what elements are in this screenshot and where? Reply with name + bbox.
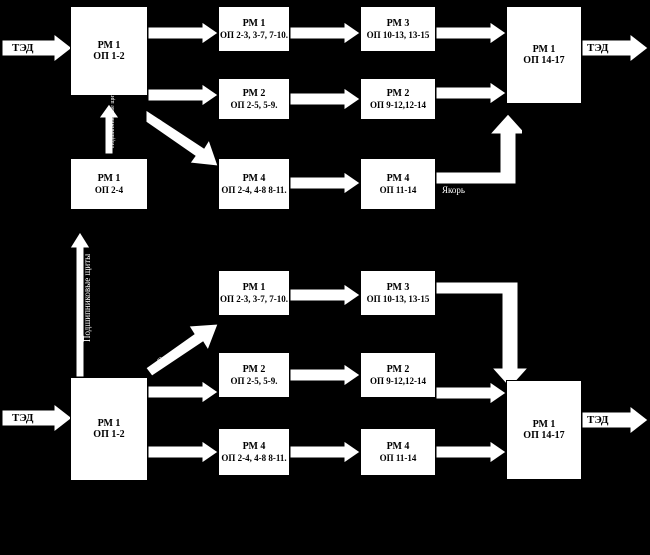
box-b-rm2-op9214[interactable]: РМ 2 ОП 9-12,12-14 [360,352,436,398]
label-b-yakor-3: Траверса [444,445,479,455]
label-b-ostov-1: Остов [155,345,180,367]
box-t-rm2-op259[interactable]: РМ 2 ОП 2-5, 5-9. [218,78,290,120]
output-label-top: ТЭД [587,42,609,54]
input-label-top: ТЭД [12,42,34,54]
label-b-traversa-1: Траверса [150,385,185,395]
label-t-ostov-1: Остов [157,26,181,36]
label-t-yakor-1: Якорь [152,116,178,137]
label-t-yakor-2: Якорь [305,176,329,186]
box-b-rm4-op1114[interactable]: РМ 4 ОП 11-14 [360,428,436,476]
label-t-podshipnik: Подшипниковые щиты [110,89,116,148]
label-b-podshipnik: Подшипниковые щиты [82,253,92,342]
label-t-ostov-3: Остов [444,26,468,36]
label-b-traversa-3: Якорь [438,386,462,396]
box-t-rm1-op12[interactable]: РМ 1 ОП 1-2 [70,6,148,96]
output-label-bottom: ТЭД [587,414,609,426]
label-t-traversa-2: Траверса [292,92,327,102]
label-b-traversa-2: Траверса [292,368,327,378]
label-b-yakor-2: Якорь [305,445,329,455]
input-label-bottom: ТЭД [12,412,34,424]
arrow-t-yakor-elbow [436,110,522,188]
arrow-b-ostov-elbow [436,282,532,390]
box-t-rm1-op2310[interactable]: РМ 1 ОП 2-3, 3-7, 7-10. [218,6,290,52]
box-t-rm4-op2411[interactable]: РМ 4 ОП 2-4, 4-8 8-11. [218,158,290,210]
box-b-rm3-op1015[interactable]: РМ 3 ОП 10-13, 13-15 [360,270,436,316]
box-b-rm1-op12[interactable]: РМ 1 ОП 1-2 [70,377,148,481]
box-t-rm3-op1015[interactable]: РМ 3 ОП 10-13, 13-15 [360,6,436,52]
box-b-rm2-op259[interactable]: РМ 2 ОП 2-5, 5-9. [218,352,290,398]
label-b-ostov-2: Остов [299,288,323,298]
label-b-yakor-1: Якорь [157,445,181,455]
box-b-rm1-op1417[interactable]: РМ 1 ОП 14-17 [506,380,582,480]
box-t-rm1-op24[interactable]: РМ 1 ОП 2-4 [70,158,148,210]
box-t-rm4-op1114[interactable]: РМ 4 ОП 11-14 [360,158,436,210]
box-t-rm1-op1417[interactable]: РМ 1 ОП 14-17 [506,6,582,104]
label-t-traversa-3: Траверса [438,86,473,96]
box-b-rm4-op2411[interactable]: РМ 4 ОП 2-4, 4-8 8-11. [218,428,290,476]
arrow-b-ostov-diagonal [146,318,226,380]
label-t-yakor-3: Якорь [442,185,466,195]
label-t-ostov-2: Остов [299,26,323,36]
box-b-rm1-op2310[interactable]: РМ 1 ОП 2-3, 3-7, 7-10. [218,270,290,316]
box-t-rm2-op9214[interactable]: РМ 2 ОП 9-12,12-14 [360,78,436,120]
arrow-t-podshipnik [97,104,121,154]
label-b-ostov-3: Остов [444,285,468,295]
label-t-traversa-1: Траверса [150,88,185,98]
